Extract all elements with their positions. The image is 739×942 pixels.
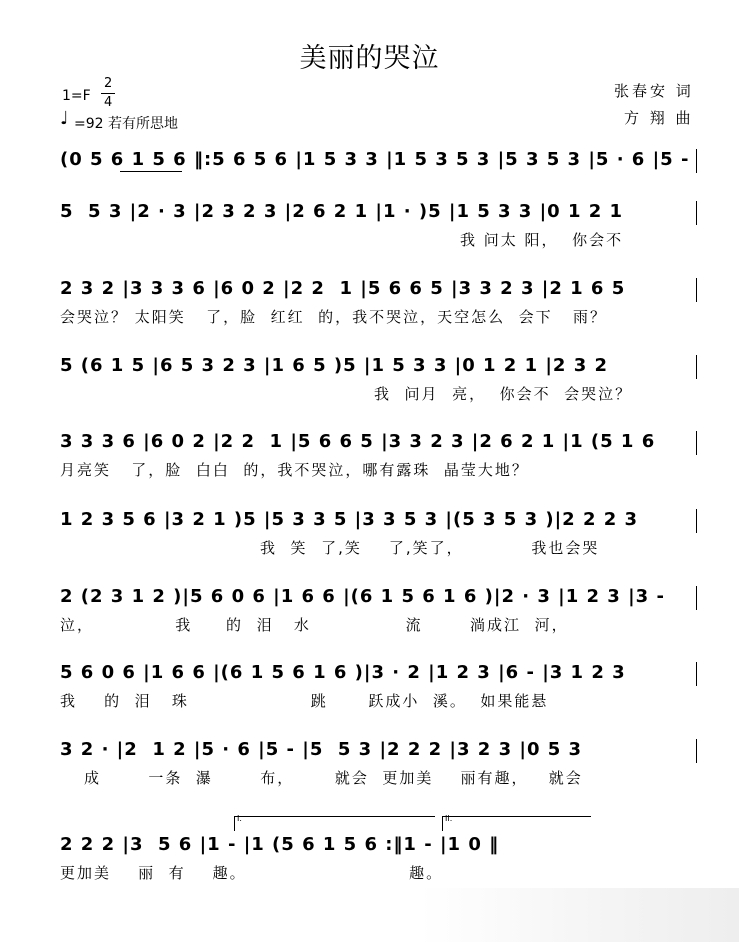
notation-line: 3 2 · |2 1 2 |5 · 6 |5 - |5 5 3 |2 2 2 |3 2 3 |0 5 3: [60, 739, 583, 760]
lyrics-line: 我 问太 阳， 你会不: [460, 231, 624, 249]
volta-label-1: I.: [237, 814, 242, 823]
composer-credit: 方 翔 曲: [624, 109, 694, 127]
lyrics-line: 成 一条 瀑 布， 就会 更加美 丽有趣， 就会: [84, 769, 583, 787]
notation-line: 5 (6 1 5 |6 5 3 2 3 |1 6 5 )5 |1 5 3 3 |0 1 2 1 |2 3 2: [60, 355, 609, 376]
scan-shading: [420, 888, 739, 942]
notation-line: 5 6 0 6 |1 6 6 |(6 1 5 6 1 6 )|3 · 2 |1 2 3 |6 - |3 1 2 3: [60, 662, 626, 683]
notation-line: 2 2 2 |3 5 6 |1 - |1 (5 6 1 5 6 :‖1 - |1 0 ‖: [60, 834, 500, 855]
time-signature-bottom: 4: [104, 95, 113, 110]
barline: [696, 739, 697, 763]
notation-line: 2 (2 3 1 2 )|5 6 0 6 |1 6 6 |(6 1 5 6 1 6 )|2 · 3 |1 2 3 |3 -: [60, 586, 665, 607]
key-signature: 1=F: [62, 88, 91, 104]
lyrics-line: 我 问月 亮， 你会不 会哭泣？: [374, 385, 633, 403]
barline: [696, 278, 697, 302]
time-signature-line: [101, 93, 115, 94]
barline: [696, 431, 697, 455]
lyrics-line: 我 的 泪 珠 跳 跃成小 溪。 如果能悬: [60, 692, 549, 710]
time-signature-top: 2: [104, 76, 113, 91]
quarter-note-icon: ♩: [60, 108, 69, 129]
notation-line: 3 3 3 6 |6 0 2 |2 2 1 |5 6 6 5 |3 3 2 3 |2 6 2 1 |1 (5 1 6: [60, 431, 656, 452]
lyrics-line: 我 笑 了,笑 了,笑了， 我也会哭: [260, 539, 600, 557]
lyrics-line: 月亮笑 了，脸 白白 的，我不哭泣，哪有露珠 晶莹大地？: [60, 461, 529, 479]
barline: [696, 662, 697, 686]
volta-bracket-2: [442, 816, 591, 831]
notation-line: 5 5 3 |2 · 3 |2 3 2 3 |2 6 2 1 |1 · )5 |1 5 3 3 |0 1 2 1: [60, 201, 624, 222]
lyrics-line: [60, 177, 700, 199]
volta-bracket-1: [234, 816, 435, 831]
lyrics-line: 会哭泣？ 太阳笑 了，脸 红红 的，我不哭泣，天空怎么 会下 雨？: [60, 308, 607, 326]
volta-label-2: II.: [445, 814, 453, 823]
barline: [696, 149, 697, 173]
lyrics-line: 泣， 我 的 泪 水 流 淌成江 河，: [60, 616, 569, 634]
barline: [696, 201, 697, 225]
notation-line: 2 3 2 |3 3 3 6 |6 0 2 |2 2 1 |5 6 6 5 |3 3 2 3 |2 1 6 5: [60, 278, 626, 299]
lyrics-line: 更加美 丽 有 趣。 趣。: [60, 864, 444, 882]
song-title: 美丽的哭泣: [299, 43, 440, 74]
lyricist-credit: 张春安 词: [614, 82, 694, 100]
tempo-marking: =92 若有所思地: [74, 116, 178, 132]
barline: [696, 509, 697, 533]
notation-line: (0 5 6 1 5 6 ‖:5 6 5 6 |1 5 3 3 |1 5 3 5 3 |5 3 5 3 |5 · 6 |5 -: [60, 149, 690, 170]
barline: [696, 586, 697, 610]
beam-underline: [120, 171, 182, 172]
notation-line: 1 2 3 5 6 |3 2 1 )5 |5 3 3 5 |3 3 5 3 |(5 3 5 3 )|2 2 2 3: [60, 509, 639, 530]
barline: [696, 355, 697, 379]
